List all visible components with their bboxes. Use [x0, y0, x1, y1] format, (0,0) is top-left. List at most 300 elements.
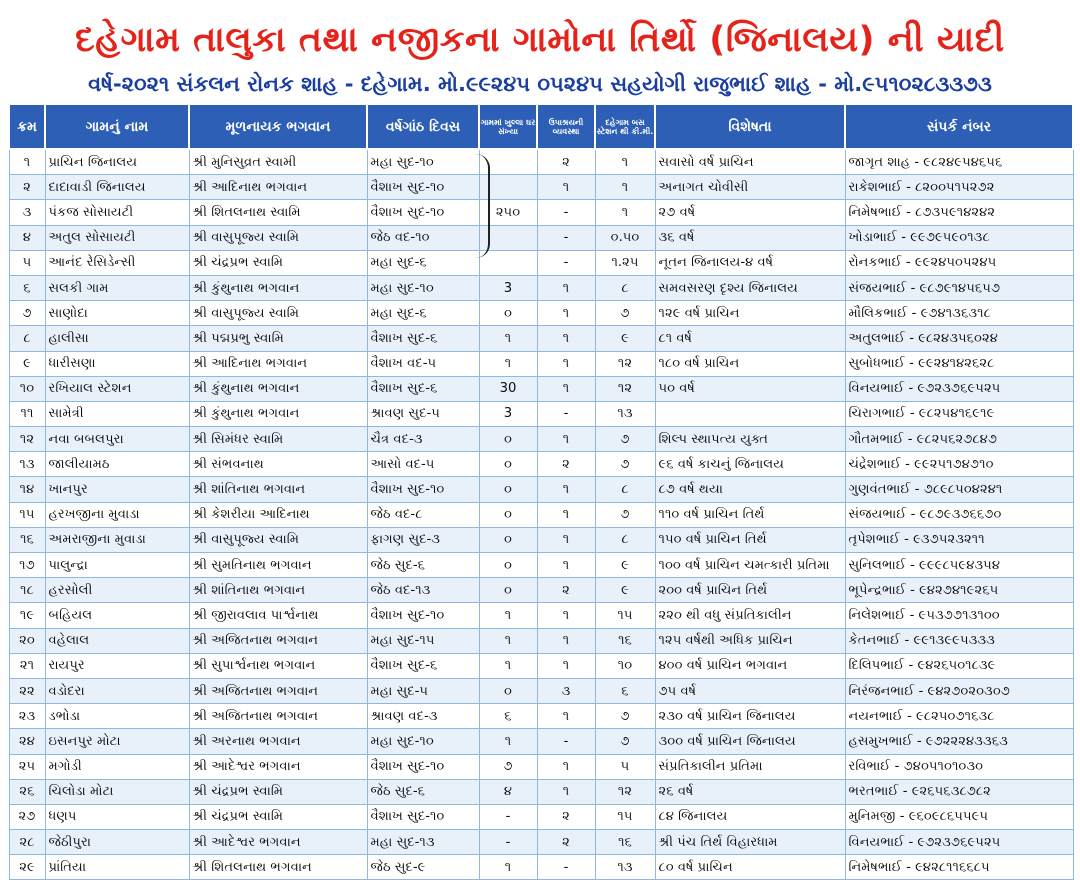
serial-cell: ૧૬	[9, 527, 45, 552]
deity-cell: શ્રી શિતલનાથ ભગવાન	[189, 855, 367, 880]
serial-cell: ૧૦	[9, 376, 45, 401]
open-houses-cell: ૧	[479, 603, 537, 628]
contact-cell: રવિભાઈ - ૭૪૦૫૧૦૧૦૩૦	[845, 754, 1073, 779]
table-row	[9, 830, 1073, 855]
anniversary-cell: વૈશાખ સુદ-૬	[367, 376, 479, 401]
anniversary-cell: વૈશાખ વદ-૫	[367, 351, 479, 376]
open-houses-cell: ૧	[479, 351, 537, 376]
deity-cell: શ્રી આદેશ્વર ભગવાન	[189, 830, 367, 855]
contact-cell: નિરંજનભાઈ - ૯૪૨૭૦૨૦૩૦૭	[845, 678, 1073, 703]
village-cell: પંકજ સોસાયટી	[45, 200, 189, 225]
village-cell: પ્રાચિન જિનાલય	[45, 149, 189, 175]
contact-cell: ચિરાગભાઈ - ૯૮૨૫૪૧૬૯૧૯	[845, 401, 1073, 426]
contact-cell: કેતનભાઈ - ૯૯૧૩૯૯૫૩૩૩	[845, 628, 1073, 653]
upashray-cell: ૧	[537, 301, 595, 326]
upashray-cell: ૧	[537, 704, 595, 729]
anniversary-cell: વૈશાખ સુદ-૧૦	[367, 754, 479, 779]
village-cell: જાલીયામઠ	[45, 452, 189, 477]
open-houses-cell: ૦	[479, 527, 537, 552]
upashray-cell: ૧	[537, 351, 595, 376]
serial-cell: ૨	[9, 175, 45, 200]
tirth-table	[8, 103, 1074, 880]
table-row	[9, 175, 1073, 200]
contact-cell: નયનભાઈ - ૯૮૨૫૦૭૧૬૩૮	[845, 704, 1073, 729]
deity-cell: શ્રી વાસુપૂજ્ય સ્વામિ	[189, 527, 367, 552]
distance-cell: ૧	[595, 200, 655, 225]
village-cell: નવા બબલપુરા	[45, 427, 189, 452]
contact-cell: ખોડાભાઈ - ૯૯૭૯૫૯૦૧૩૮	[845, 225, 1073, 250]
speciality-cell: અનાગત ચોવીસી	[655, 175, 845, 200]
anniversary-cell: મહા સુદ-૧૫	[367, 628, 479, 653]
anniversary-cell: મહા સુદ-૫	[367, 678, 479, 703]
serial-cell: ૨૫	[9, 754, 45, 779]
serial-cell: ૩	[9, 200, 45, 225]
contact-cell: અતુલભાઈ - ૯૮૨૪૩૫૬૦૨૪	[845, 326, 1073, 351]
distance-cell: ૧.૨૫	[595, 250, 655, 275]
group-brace	[476, 154, 490, 258]
table-row	[9, 275, 1073, 300]
village-cell: વહેલાલ	[45, 628, 189, 653]
serial-cell: ૧૨	[9, 427, 45, 452]
serial-cell: ૨૯	[9, 855, 45, 880]
deity-cell: શ્રી સંભવનાથ	[189, 452, 367, 477]
deity-cell: શ્રી આદિનાથ ભગવાન	[189, 175, 367, 200]
speciality-cell: ૭૫ વર્ષ	[655, 678, 845, 703]
speciality-cell: શ્રી પંચ તિર્થ વિહારધામ	[655, 830, 845, 855]
table-body	[9, 149, 1073, 880]
deity-cell: શ્રી સુમતિનાથ ભગવાન	[189, 553, 367, 578]
distance-cell: ૧૩	[595, 401, 655, 426]
speciality-cell: ૫૦ વર્ષ	[655, 376, 845, 401]
serial-cell: ૧૪	[9, 477, 45, 502]
upashray-cell: ૧	[537, 553, 595, 578]
table-row	[9, 427, 1073, 452]
distance-cell: ૮	[595, 275, 655, 300]
upashray-cell: ૩	[537, 678, 595, 703]
speciality-cell: ૧૦૦ વર્ષ પ્રાચિન ચમત્કારી પ્રતિમા	[655, 553, 845, 578]
open-houses-cell: ૨૫૦	[479, 200, 537, 225]
speciality-cell: નૂતન જિનાલય-૪ વર્ષ	[655, 250, 845, 275]
serial-cell: ૧૮	[9, 578, 45, 603]
contact-cell: નિમેષભાઈ - ૯૪૨૮૧૧૬૬૮૫	[845, 855, 1073, 880]
distance-cell: ૧	[595, 175, 655, 200]
upashray-cell: ૨	[537, 452, 595, 477]
open-houses-cell: ૧	[479, 326, 537, 351]
serial-cell: ૨૧	[9, 653, 45, 678]
deity-cell: શ્રી સિમંધર સ્વામિ	[189, 427, 367, 452]
serial-cell: ૧૭	[9, 553, 45, 578]
distance-cell: ૧૨	[595, 376, 655, 401]
deity-cell: શ્રી કુંથુનાથ ભગવાન	[189, 401, 367, 426]
serial-cell: ૧૩	[9, 452, 45, 477]
table-row	[9, 804, 1073, 829]
distance-cell: ૭	[595, 502, 655, 527]
open-houses-cell: 3	[479, 275, 537, 300]
contact-cell: ગુણવંતભાઈ - ૭૮૯૮૫૦૪૨૪૧	[845, 477, 1073, 502]
village-cell: અતુલ સોસાયટી	[45, 225, 189, 250]
upashray-cell: ૧	[537, 376, 595, 401]
contact-cell: સુબોધભાઈ - ૯૯૨૪૧૪૨૬૨૮	[845, 351, 1073, 376]
speciality-cell: સંપ્રતિકાલીન પ્રતિમા	[655, 754, 845, 779]
serial-cell: ૨૪	[9, 729, 45, 754]
village-cell: હરસોલી	[45, 578, 189, 603]
table-row	[9, 250, 1073, 275]
anniversary-cell: મહા સુદ-૬	[367, 250, 479, 275]
table-row	[9, 376, 1073, 401]
upashray-cell: -	[537, 855, 595, 880]
contact-cell: ગૌતમભાઈ - ૯૮૨૫૬૨૭૮૪૭	[845, 427, 1073, 452]
distance-cell: ૭	[595, 452, 655, 477]
contact-cell: નિલેશભાઈ - ૯૫૩૭૭૧૩૧૦૦	[845, 603, 1073, 628]
deity-cell: શ્રી આદેશ્વર ભગવાન	[189, 754, 367, 779]
deity-cell: શ્રી કેશરીયા આદિનાથ	[189, 502, 367, 527]
open-houses-cell	[479, 250, 537, 275]
upashray-cell: ૧	[537, 175, 595, 200]
distance-cell: ૭	[595, 704, 655, 729]
distance-cell: ૯	[595, 326, 655, 351]
header-distance-km: દહેગામ બસ સ્ટેશન થી કી.મી.	[595, 104, 655, 149]
serial-cell: ૨૨	[9, 678, 45, 703]
deity-cell: શ્રી અરનાથ ભગવાન	[189, 729, 367, 754]
speciality-cell: ૨૬ વર્ષ	[655, 779, 845, 804]
open-houses-cell: ૦	[479, 578, 537, 603]
serial-cell: ૧૧	[9, 401, 45, 426]
contact-cell: ભૂપેન્દ્રભાઈ - ૯૪૨૭૪૧૯૨૬૫	[845, 578, 1073, 603]
speciality-cell: ૮૭ વર્ષ થયા	[655, 477, 845, 502]
distance-cell: ૧૩	[595, 855, 655, 880]
speciality-cell: સવાસો વર્ષ પ્રાચિન	[655, 149, 845, 175]
anniversary-cell: જેઠ સુદ-૬	[367, 553, 479, 578]
village-cell: રાયપુર	[45, 653, 189, 678]
anniversary-cell: મહા સુદ-૧૦	[367, 275, 479, 300]
table-row	[9, 754, 1073, 779]
anniversary-cell: મહા સુદ-૬	[367, 301, 479, 326]
distance-cell: ૭	[595, 301, 655, 326]
table-row	[9, 527, 1073, 552]
anniversary-cell: શ્રાવણ સુદ-૫	[367, 401, 479, 426]
speciality-cell: ૨૭ વર્ષ	[655, 200, 845, 225]
header-contact: સંપર્ક નંબર	[845, 104, 1073, 149]
serial-cell: ૧૯	[9, 603, 45, 628]
village-cell: હાલીસા	[45, 326, 189, 351]
village-cell: બહિયલ	[45, 603, 189, 628]
page-subtitle: વર્ષ-૨૦૨૧ સંકલન રોનક શાહ - દહેગામ. મો.૯૯૨૪૫ ૦૫૨૪૫ સહયોગી રાજુભાઈ શાહ - મો.૯૫૧૦૨૮૩૩૭૩	[88, 72, 992, 96]
upashray-cell: ૧	[537, 754, 595, 779]
deity-cell: શ્રી અજિતનાથ ભગવાન	[189, 678, 367, 703]
serial-cell: ૫	[9, 250, 45, 275]
contact-cell: તૃપેશભાઈ - ૯૩૭૫૨૩૨૧૧	[845, 527, 1073, 552]
upashray-cell: ૧	[537, 502, 595, 527]
distance-cell: ૮	[595, 527, 655, 552]
serial-cell: ૮	[9, 326, 45, 351]
anniversary-cell: વૈશાખ સુદ-૧૦	[367, 175, 479, 200]
village-cell: મગોડી	[45, 754, 189, 779]
header-anniversary: વર્ષગાંઠ દિવસ	[367, 104, 479, 149]
open-houses-cell: ૬	[479, 704, 537, 729]
contact-cell: ચંદ્રેશભાઈ - ૯૯૨૫૧૭૪૭૧૦	[845, 452, 1073, 477]
open-houses-cell: ૦	[479, 502, 537, 527]
deity-cell: શ્રી અજિતનાથ ભગવાન	[189, 628, 367, 653]
serial-cell: ૨૬	[9, 779, 45, 804]
open-houses-cell: ૦	[479, 477, 537, 502]
deity-cell: શ્રી પદ્મપ્રભુ સ્વામિ	[189, 326, 367, 351]
table-row	[9, 578, 1073, 603]
anniversary-cell: વૈશાખ સુદ-૬	[367, 653, 479, 678]
upashray-cell: ૨	[537, 804, 595, 829]
speciality-cell: ૧૮૦ વર્ષ પ્રાચિન	[655, 351, 845, 376]
speciality-cell: ૨૨૦ થી વધુ સંપ્રતિકાલીન	[655, 603, 845, 628]
village-cell: ધારીસણા	[45, 351, 189, 376]
speciality-cell: ૮૦ વર્ષ પ્રાચિન	[655, 855, 845, 880]
deity-cell: શ્રી શાંતિનાથ ભગવાન	[189, 578, 367, 603]
distance-cell: ૧૬	[595, 830, 655, 855]
village-cell: આનંદ રેસિડેન્સી	[45, 250, 189, 275]
table-header-row	[9, 104, 1073, 149]
village-cell: સાણોદા	[45, 301, 189, 326]
village-cell: દાદાવાડી જિનાલય	[45, 175, 189, 200]
speciality-cell	[655, 401, 845, 426]
contact-cell: સંજયભાઈ - ૯૮૭૯૧૪૫૬૫૭	[845, 275, 1073, 300]
upashray-cell: -	[537, 729, 595, 754]
table-row	[9, 301, 1073, 326]
serial-cell: ૯	[9, 351, 45, 376]
table-row	[9, 653, 1073, 678]
distance-cell: ૭	[595, 729, 655, 754]
upashray-cell: ૧	[537, 628, 595, 653]
table-row	[9, 502, 1073, 527]
deity-cell: શ્રી ચંદ્રપ્રભ સ્વામિ	[189, 804, 367, 829]
header-serial: ક્રમ	[9, 104, 45, 149]
open-houses-cell: ૧	[479, 729, 537, 754]
serial-cell: ૧૫	[9, 502, 45, 527]
speciality-cell: ૧૨૯ વર્ષ પ્રાચિન	[655, 301, 845, 326]
open-houses-cell: ૦	[479, 452, 537, 477]
upashray-cell: ૧	[537, 527, 595, 552]
header-deity: મૂળનાયક ભગવાન	[189, 104, 367, 149]
village-cell: હરખજીના મુવાડા	[45, 502, 189, 527]
deity-cell: શ્રી સુપાર્શ્વનાથ ભગવાન	[189, 653, 367, 678]
open-houses-cell: ૭	[479, 754, 537, 779]
upashray-cell: ૧	[537, 275, 595, 300]
open-houses-cell: ૧	[479, 855, 537, 880]
header-speciality: વિશેષતા	[655, 104, 845, 149]
open-houses-cell: -	[479, 804, 537, 829]
deity-cell: શ્રી ચંદ્રપ્રભ સ્વામિ	[189, 779, 367, 804]
upashray-cell: ૧	[537, 653, 595, 678]
table-row	[9, 553, 1073, 578]
upashray-cell: ૧	[537, 477, 595, 502]
village-cell: સલકી ગામ	[45, 275, 189, 300]
contact-cell: ભરતભાઈ - ૯૨૬૫૬૩૮૭૮૨	[845, 779, 1073, 804]
header-village: ગામનું નામ	[45, 104, 189, 149]
anniversary-cell: જેઠ સુદ-૬	[367, 779, 479, 804]
anniversary-cell: આસો વદ-૫	[367, 452, 479, 477]
distance-cell: ૧૬	[595, 628, 655, 653]
speciality-cell: ૮૪ જિનાલય	[655, 804, 845, 829]
village-cell: પાલુન્દ્રા	[45, 553, 189, 578]
upashray-cell: ૧	[537, 427, 595, 452]
distance-cell: ૬	[595, 678, 655, 703]
contact-cell: નિમેષભાઈ - ૮૭૩૫૯૧૪૨૪૨	[845, 200, 1073, 225]
open-houses-cell: 3	[479, 401, 537, 426]
deity-cell: શ્રી કુંથુનાથ ભગવાન	[189, 275, 367, 300]
anniversary-cell: વૈશાખ સુદ-૧૦	[367, 603, 479, 628]
table-row	[9, 477, 1073, 502]
deity-cell: શ્રી વાસુપૂજ્ય સ્વામિ	[189, 225, 367, 250]
anniversary-cell: જેઠ સુદ-૯	[367, 855, 479, 880]
table-row	[9, 678, 1073, 703]
speciality-cell: સમવસરણ દૃશ્ય જિનાલય	[655, 275, 845, 300]
village-cell: સામેત્રી	[45, 401, 189, 426]
open-houses-cell: ૦	[479, 301, 537, 326]
distance-cell: ૫	[595, 754, 655, 779]
table-row	[9, 351, 1073, 376]
contact-cell: દિલિપભાઈ - ૯૪૨૬૫૦૧૮૩૯	[845, 653, 1073, 678]
deity-cell: શ્રી આદિનાથ ભગવાન	[189, 351, 367, 376]
table-row	[9, 779, 1073, 804]
serial-cell: ૨૭	[9, 804, 45, 829]
village-cell: ચિલોડા મોટા	[45, 779, 189, 804]
page-title: દહેગામ તાલુકા તથા નજીકના ગામોના તિર્થો (જિનાલય) ની યાદી	[75, 20, 1005, 60]
deity-cell: શ્રી શાંતિનાથ ભગવાન	[189, 477, 367, 502]
anniversary-cell: મહા સુદ-૧૦	[367, 729, 479, 754]
contact-cell: રોનકભાઈ - ૯૯૨૪૫૦૫૨૪૫	[845, 250, 1073, 275]
anniversary-cell: શ્રાવણ વદ-૩	[367, 704, 479, 729]
contact-cell: સંજયભાઈ - ૯૮૭૯૩૭૬૬૭૦	[845, 502, 1073, 527]
upashray-cell: ૧	[537, 603, 595, 628]
anniversary-cell: જેઠ વદ-૧૦	[367, 225, 479, 250]
open-houses-cell: 30	[479, 376, 537, 401]
open-houses-cell: ૧	[479, 628, 537, 653]
distance-cell: ૧	[595, 149, 655, 175]
header-upashray: ઉપાશ્રયની વ્યવસ્થા	[537, 104, 595, 149]
serial-cell: ૧	[9, 149, 45, 175]
speciality-cell: ૧૫૦ વર્ષ પ્રાચિન તિર્થ	[655, 527, 845, 552]
table-row	[9, 225, 1073, 250]
distance-cell: ૭	[595, 427, 655, 452]
distance-cell: ૧૨	[595, 351, 655, 376]
anniversary-cell: વૈશાખ સુદ-૧૦	[367, 200, 479, 225]
speciality-cell: ૧૧૦ વર્ષ પ્રાચિન તિર્થ	[655, 502, 845, 527]
table-row	[9, 729, 1073, 754]
contact-cell: જાગૃત શાહ - ૯૮૨૪૯૫૪૬૫૬	[845, 149, 1073, 175]
header-open-houses: ગામમાં ખુલ્લા ઘર સંખ્યા	[479, 104, 537, 149]
speciality-cell: ૨૦૦ વર્ષ પ્રાચિન તિર્થ	[655, 578, 845, 603]
open-houses-cell: ૪	[479, 779, 537, 804]
distance-cell: ૯	[595, 578, 655, 603]
open-houses-cell: ૦	[479, 678, 537, 703]
upashray-cell: ૧	[537, 326, 595, 351]
village-cell: ધણપ	[45, 804, 189, 829]
speciality-cell: ૨૩૦ વર્ષ પ્રાચિન જિનાલય	[655, 704, 845, 729]
deity-cell: શ્રી જીરાવલાવ પાર્શ્વનાથ	[189, 603, 367, 628]
speciality-cell: ૮૧ વર્ષ	[655, 326, 845, 351]
table-row	[9, 704, 1073, 729]
contact-cell: વિનયભાઈ - ૯૭૨૩૭૬૯૫૨૫	[845, 830, 1073, 855]
village-cell: જેઠીપુરા	[45, 830, 189, 855]
distance-cell: ૧૫	[595, 603, 655, 628]
village-cell: પ્રાંતિયા	[45, 855, 189, 880]
deity-cell: શ્રી વાસુપૂજ્ય સ્વામિ	[189, 301, 367, 326]
anniversary-cell: વૈશાખ સુદ-૬	[367, 326, 479, 351]
table-row	[9, 603, 1073, 628]
upashray-cell: ૨	[537, 149, 595, 175]
speciality-cell: ૯૬ વર્ષ કાચનું જિનાલય	[655, 452, 845, 477]
anniversary-cell: વૈશાખ સુદ-૧૦	[367, 477, 479, 502]
distance-cell: ૮	[595, 477, 655, 502]
village-cell: વડોદરા	[45, 678, 189, 703]
anniversary-cell: જેઠ વદ-૮	[367, 502, 479, 527]
serial-cell: ૪	[9, 225, 45, 250]
speciality-cell: ૪૦૦ વર્ષ પ્રાચિન ભગવાન	[655, 653, 845, 678]
table-row	[9, 855, 1073, 880]
village-cell: ડભોડા	[45, 704, 189, 729]
anniversary-cell: ફાગણ સુદ-૩	[367, 527, 479, 552]
open-houses-cell: -	[479, 830, 537, 855]
upashray-cell: -	[537, 250, 595, 275]
village-cell: અમરાજીના મુવાડા	[45, 527, 189, 552]
distance-cell: ૧૫	[595, 804, 655, 829]
village-cell: ઇસનપુર મોટા	[45, 729, 189, 754]
distance-cell: ૯	[595, 553, 655, 578]
upashray-cell: -	[537, 200, 595, 225]
contact-cell: સુનિલભાઈ - ૯૯૯૮૫૯૪૩૫૪	[845, 553, 1073, 578]
distance-cell: ૧૦	[595, 653, 655, 678]
open-houses-cell: ૧	[479, 653, 537, 678]
speciality-cell: ૩૬ વર્ષ	[655, 225, 845, 250]
contact-cell: હસમુખભાઈ - ૯૭૨૨૨૪૩૩૬૩	[845, 729, 1073, 754]
anniversary-cell: જેઠ વદ-૧૩	[367, 578, 479, 603]
contact-cell: મુનિમજી - ૯૬૦૯૮૬૫૫૯૫	[845, 804, 1073, 829]
deity-cell: શ્રી ચંદ્રપ્રભ સ્વામિ	[189, 250, 367, 275]
anniversary-cell: મહા સુદ-૧૩	[367, 830, 479, 855]
anniversary-cell: વૈશાખ સુદ-૧૦	[367, 804, 479, 829]
deity-cell: શ્રી શિતલનાથ સ્વામિ	[189, 200, 367, 225]
anniversary-cell: મહા સુદ-૧૦	[367, 149, 479, 175]
contact-cell: મૌલિકભાઈ - ૯૭૪૧૩૬૩૧૮	[845, 301, 1073, 326]
deity-cell: શ્રી કુંથુનાથ ભગવાન	[189, 376, 367, 401]
anniversary-cell: ચૈત્ર વદ-૩	[367, 427, 479, 452]
table-row	[9, 200, 1073, 225]
village-cell: રખિયાલ સ્ટેશન	[45, 376, 189, 401]
village-cell: ખાનપુર	[45, 477, 189, 502]
contact-cell: વિનયભાઈ - ૯૭૨૩૭૬૯૫૨૫	[845, 376, 1073, 401]
table-row	[9, 326, 1073, 351]
distance-cell: ૦.૫૦	[595, 225, 655, 250]
deity-cell: શ્રી મુનિસુવ્રત સ્વામી	[189, 149, 367, 175]
serial-cell: ૭	[9, 301, 45, 326]
serial-cell: ૨૩	[9, 704, 45, 729]
upashray-cell: -	[537, 401, 595, 426]
distance-cell: ૧૨	[595, 779, 655, 804]
contact-cell: રાકેશભાઈ - ૮૨૦૦૫૧૫૨૭૨	[845, 175, 1073, 200]
upashray-cell: ૨	[537, 830, 595, 855]
upashray-cell: ૨	[537, 578, 595, 603]
table-row	[9, 628, 1073, 653]
table-row	[9, 401, 1073, 426]
upashray-cell: ૧	[537, 779, 595, 804]
open-houses-cell: ૦	[479, 427, 537, 452]
serial-cell: ૨૮	[9, 830, 45, 855]
speciality-cell: ૩૦૦ વર્ષ પ્રાચિન જિનાલય	[655, 729, 845, 754]
open-houses-cell: ૦	[479, 553, 537, 578]
deity-cell: શ્રી અજિતનાથ ભગવાન	[189, 704, 367, 729]
upashray-cell: -	[537, 225, 595, 250]
serial-cell: ૬	[9, 275, 45, 300]
serial-cell: ૨૦	[9, 628, 45, 653]
table-row	[9, 149, 1073, 175]
speciality-cell: ૧૨૫ વર્ષથી અધિક પ્રાચિન	[655, 628, 845, 653]
